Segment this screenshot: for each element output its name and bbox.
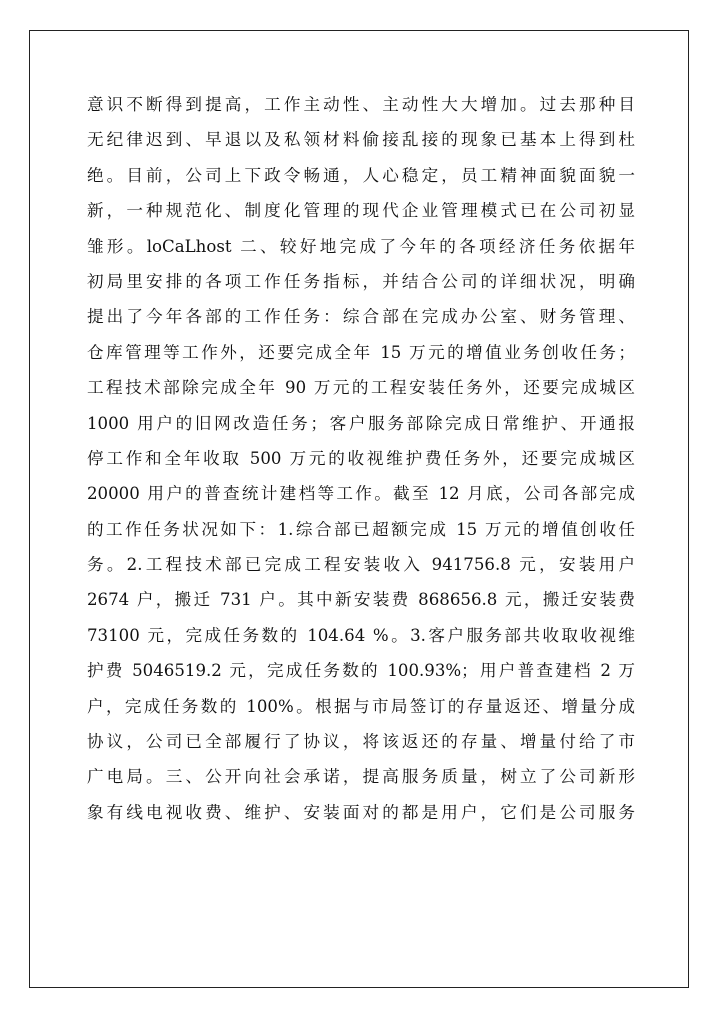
text-line: 工程技术部除完成全年 90 万元的工程安装任务外，还要完成城区 [87,378,635,398]
text-line: 初局里安排的各项工作任务指标，并结合公司的详细状况，明确 [87,271,635,291]
text-line: 广电局。三、公开向社会承诺，提高服务质量，树立了公司新形 [87,767,635,787]
text-line: 1000 用户的旧网改造任务；客户服务部除完成日常维护、开通报 [87,413,635,433]
text-line: 户，完成任务数的 100%。根据与市局签订的存量返还、增量分成 [87,696,635,716]
text-line: 新，一种规范化、制度化管理的现代企业管理模式已在公司初显 [87,201,635,221]
text-line: 协议，公司已全部履行了协议，将该返还的存量、增量付给了市 [87,732,635,752]
text-line: 停工作和全年收取 500 万元的收视维护费任务外，还要完成城区 [87,448,635,468]
text-line: 仓库管理等工作外，还要完成全年 15 万元的增值业务创收任务； [87,342,635,362]
text-line: 20000 用户的普查统计建档等工作。截至 12 月底，公司各部完成 [87,484,635,504]
text-line: 的工作任务状况如下：1.综合部已超额完成 15 万元的增值创收任 [87,519,635,539]
text-line: 务。2.工程技术部已完成工程安装收入 941756.8 元，安装用户 [87,555,635,575]
text-line: 无纪律迟到、早退以及私领材料偷接乱接的现象已基本上得到杜 [87,130,635,150]
text-line: 意识不断得到提高，工作主动性、主动性大大增加。过去那种目 [87,95,635,114]
text-line: 绝。目前，公司上下政令畅通，人心稳定，员工精神面貌面貌一 [87,165,635,185]
text-line: 73100 元，完成任务数的 104.64 %。3.客户服务部共收取收视维 [87,625,635,645]
text-line: 2674 户，搬迁 731 户。其中新安装费 868656.8 元，搬迁安装费 [87,590,635,610]
body-text [87,87,635,830]
text-line: 雏形。loCaLhost 二、较好地完成了今年的各项经济任务依据年 [87,236,635,256]
text-line: 提出了今年各部的工作任务：综合部在完成办公室、财务管理、 [87,307,635,327]
text-line: 象有线电视收费、维护、安装面对的都是用户，它们是公司服务 [87,802,635,822]
text-line: 护费 5046519.2 元，完成任务数的 100.93%；用户普查建档 2 万 [87,661,635,681]
